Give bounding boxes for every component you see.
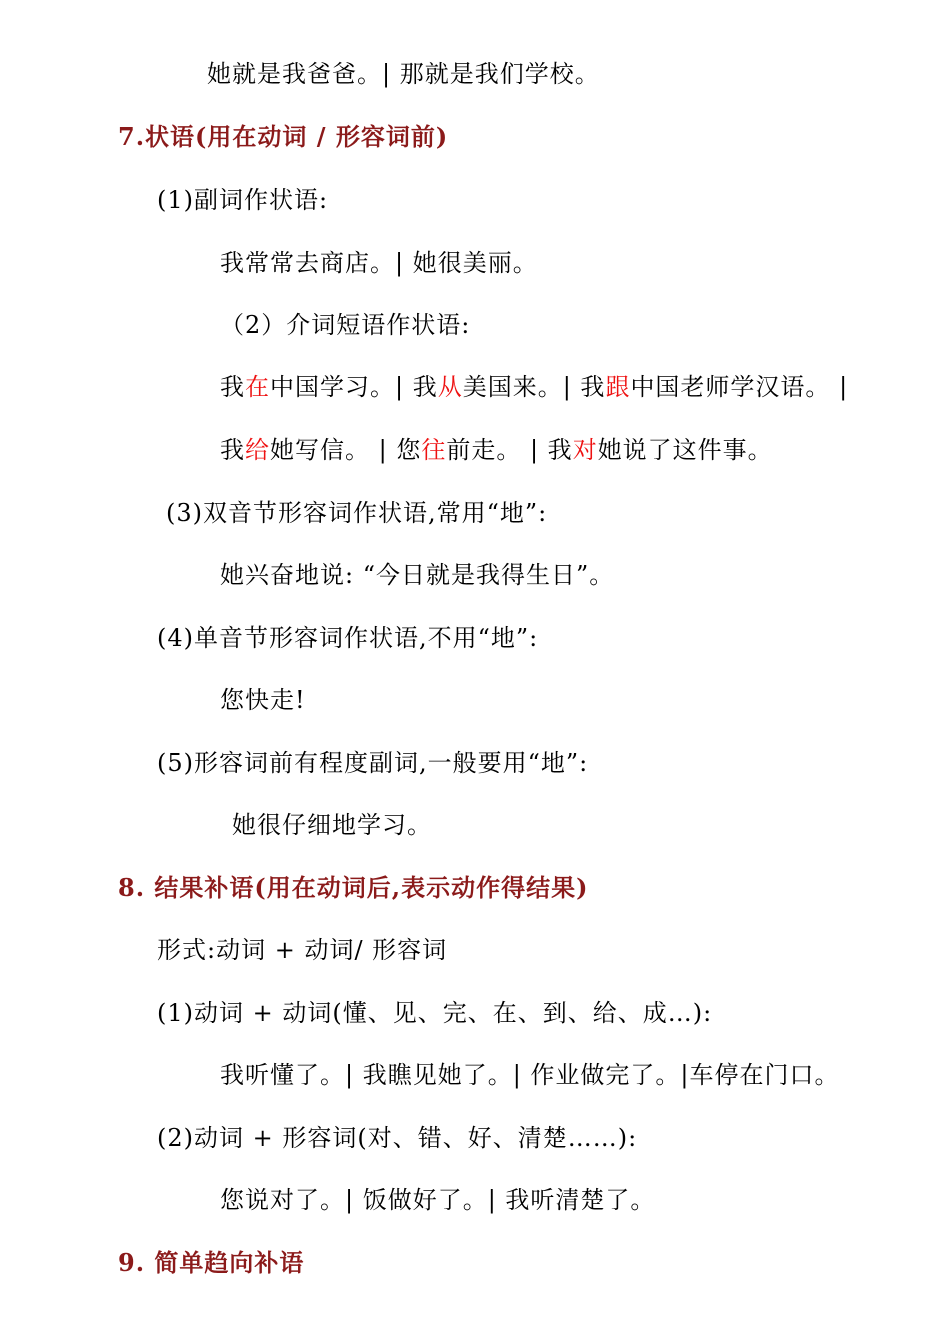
subheading-disyllabic-adjective — [166, 497, 547, 529]
text-segment: 她写信。 | 您 — [270, 436, 422, 464]
example-monosyllabic-adjective — [220, 684, 306, 716]
text-segment: 8. 结果补语(用在动词后,表示动作得结果) — [118, 873, 589, 902]
example-degree-adverb — [232, 809, 432, 841]
subheading-verb-adjective — [157, 1122, 637, 1154]
text-segment: 7.状语(用在动词 / 形容词前) — [118, 122, 449, 151]
example-verb-verb — [220, 1059, 840, 1091]
text-segment: 我 — [220, 373, 245, 401]
subheading-verb-verb — [157, 997, 712, 1029]
form-line — [157, 934, 447, 966]
example-pronoun-predicate — [207, 58, 600, 90]
text-segment: (1)动词 + 动词(懂、见、完、在、到、给、成…): — [157, 999, 713, 1027]
text-segment: 前走。 | 我 — [446, 436, 573, 464]
highlight-preposition: 对 — [572, 436, 598, 464]
text-segment: 她很仔细地学习。 — [232, 811, 432, 839]
text-segment: (5)形容词前有程度副词,一般要用“地”: — [157, 749, 589, 777]
section-heading-9 — [118, 1247, 304, 1279]
example-adverb — [220, 247, 538, 279]
text-segment: (3)双音节形容词作状语,常用“地”: — [166, 499, 548, 527]
highlight-preposition: 从 — [437, 373, 463, 401]
text-segment: 她说了这件事。 — [597, 436, 773, 464]
highlight-preposition: 在 — [245, 373, 270, 401]
example-verb-adjective — [220, 1184, 655, 1216]
example-prepositions-2 — [220, 434, 773, 466]
subheading-adverb — [157, 184, 328, 216]
text-segment: （2）介词短语作状语: — [220, 311, 471, 339]
text-segment: 我 — [220, 436, 245, 464]
text-segment: 您说对了。| 饭做好了。| 我听清楚了。 — [220, 1186, 656, 1214]
subheading-degree-adverb — [157, 747, 588, 779]
section-heading-7 — [118, 121, 448, 153]
subheading-monosyllabic-adjective — [157, 622, 538, 654]
text-segment: (1)副词作状语: — [157, 186, 329, 214]
subheading-prepositional-phrase — [220, 309, 470, 341]
text-segment: 9. 简单趋向补语 — [118, 1248, 305, 1277]
example-prepositions-1 — [220, 371, 848, 403]
text-segment: (2)动词 + 形容词(对、错、好、清楚……): — [157, 1124, 638, 1152]
highlight-preposition: 给 — [245, 436, 270, 464]
text-segment: 您快走! — [220, 686, 306, 714]
text-segment: 形式:动词 + 动词/ 形容词 — [157, 936, 448, 964]
text-segment: 中国学习。| 我 — [270, 373, 438, 401]
text-segment: 我听懂了。| 我瞧见她了。| 作业做完了。|车停在门口。 — [220, 1061, 840, 1089]
text-segment: 她就是我爸爸。| 那就是我们学校。 — [207, 60, 600, 88]
text-segment: 美国来。| 我 — [462, 373, 606, 401]
section-heading-8 — [118, 872, 588, 904]
example-disyllabic-adjective — [220, 559, 614, 591]
text-segment: 她兴奋地说: “今日就是我得生日”。 — [220, 561, 615, 589]
highlight-preposition: 跟 — [605, 373, 631, 401]
highlight-preposition: 往 — [421, 436, 447, 464]
text-segment: 中国老师学汉语。 | — [630, 373, 849, 401]
text-segment: 我常常去商店。| 她很美丽。 — [220, 249, 538, 277]
text-segment: (4)单音节形容词作状语,不用“地”: — [157, 624, 539, 652]
